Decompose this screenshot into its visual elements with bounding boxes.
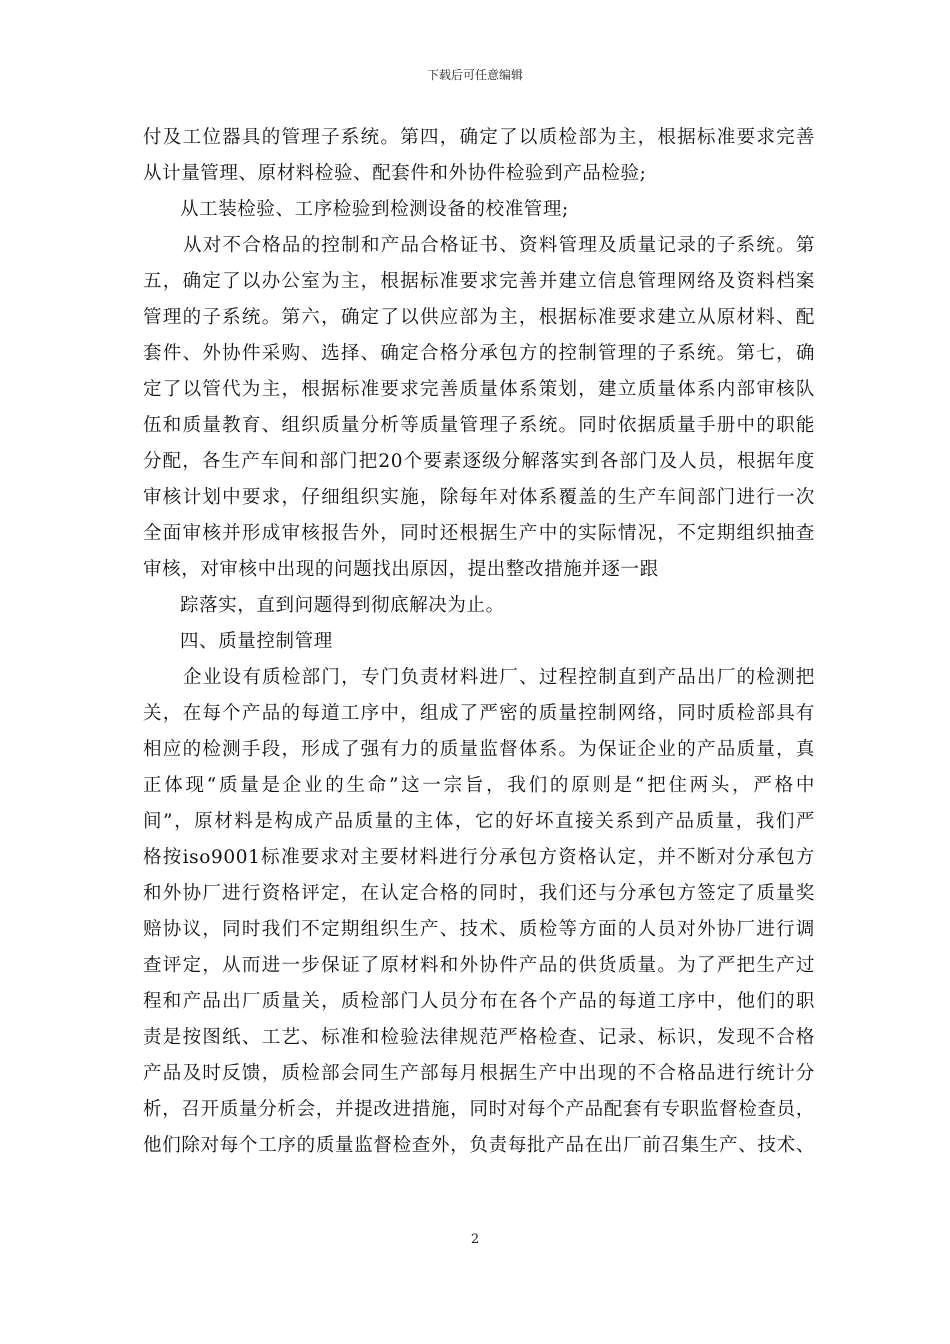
section-heading: 四、质量控制管理 — [180, 631, 333, 652]
text-line: 五，确定了以办公室为主，根据标准要求完善并建立信息管理网络及资料档案 — [143, 271, 815, 292]
text-line: 定了以管代为主，根据标准要求完善质量体系策划，建立质量体系内部审核队 — [143, 379, 815, 400]
text-line: 付及工位器具的管理子系统。第四，确定了以质检部为主，根据标准要求完善 — [143, 127, 815, 148]
text-line: 从计量管理、原材料检验、配套件和外协件检验到产品检验; — [143, 163, 647, 184]
document-body — [143, 120, 815, 1164]
text-line: 赔协议，同时我们不定期组织生产、技术、质检等方面的人员对外协厂进行调 — [143, 919, 815, 940]
text-line: 和外协厂进行资格评定，在认定合格的同时，我们还与分承包方签定了质量奖 — [143, 883, 815, 904]
text-line: 伍和质量教育、组织质量分析等质量管理子系统。同时依据质量手册中的职能 — [143, 415, 815, 436]
page-header: 下载后可任意编辑 — [426, 68, 523, 82]
text-line: 查评定，从而进一步保证了原材料和外协件产品的供货质量。为了严把生产过 — [143, 955, 815, 976]
text-line: 关，在每个产品的每道工序中，组成了严密的质量控制网络，同时质检部具有 — [143, 703, 815, 724]
text-line: 审核计划中要求，仔细组织实施，除每年对体系覆盖的生产车间部门进行一次 — [143, 487, 815, 508]
text-line: 间”，原材料是构成产品质量的主体，它的好坏直接关系到产品质量，我们严 — [143, 811, 815, 832]
text-line: 产品及时反馈，质检部会同生产部每月根据生产中出现的不合格品进行统计分 — [143, 1063, 815, 1084]
text-line: 管理的子系统。第六，确定了以供应部为主，根据标准要求建立从原材料、配 — [143, 307, 815, 328]
text-line: 程和产品出厂质量关，质检部门人员分布在各个产品的每道工序中，他们的职 — [143, 991, 815, 1012]
text-line: 相应的检测手段，形成了强有力的质量监督体系。为保证企业的产品质量，真 — [143, 739, 815, 760]
text-line: 全面审核并形成审核报告外，同时还根据生产中的实际情况，不定期组织抽查 — [143, 523, 815, 544]
text-line: 正体现“质量是企业的生命”这一宗旨，我们的原则是“把住两头，严格中 — [143, 775, 815, 796]
text-line: 从工装检验、工序检验到检测设备的校准管理; — [180, 199, 569, 220]
page-number: 2 — [470, 1232, 480, 1247]
text-line: 套件、外协件采购、选择、确定合格分承包方的控制管理的子系统。第七，确 — [143, 343, 815, 364]
text-line: 责是按图纸、工艺、标准和检验法律规范严格检查、记录、标识，发现不合格 — [143, 1027, 815, 1048]
text-line: 格按iso9001标准要求对主要材料进行分承包方资格认定，并不断对分承包方 — [143, 847, 815, 868]
text-line: 他们除对每个工序的质量监督检查外，负责每批产品在出厂前召集生产、技术、 — [143, 1135, 815, 1156]
text-line: 企业设有质检部门，专门负责材料进厂、过程控制直到产品出厂的检测把 — [183, 667, 815, 688]
text-line: 审核，对审核中出现的问题找出原因，提出整改措施并逐一跟 — [143, 559, 659, 580]
text-line: 踪落实，直到问题得到彻底解决为止。 — [180, 595, 505, 616]
text-line: 从对不合格品的控制和产品合格证书、资料管理及质量记录的子系统。第 — [183, 235, 815, 256]
text-line: 分配，各生产车间和部门把20个要素逐级分解落实到各部门及人员，根据年度 — [143, 451, 815, 472]
text-line: 析，召开质量分析会，并提改进措施，同时对每个产品配套有专职监督检查员， — [143, 1099, 815, 1120]
